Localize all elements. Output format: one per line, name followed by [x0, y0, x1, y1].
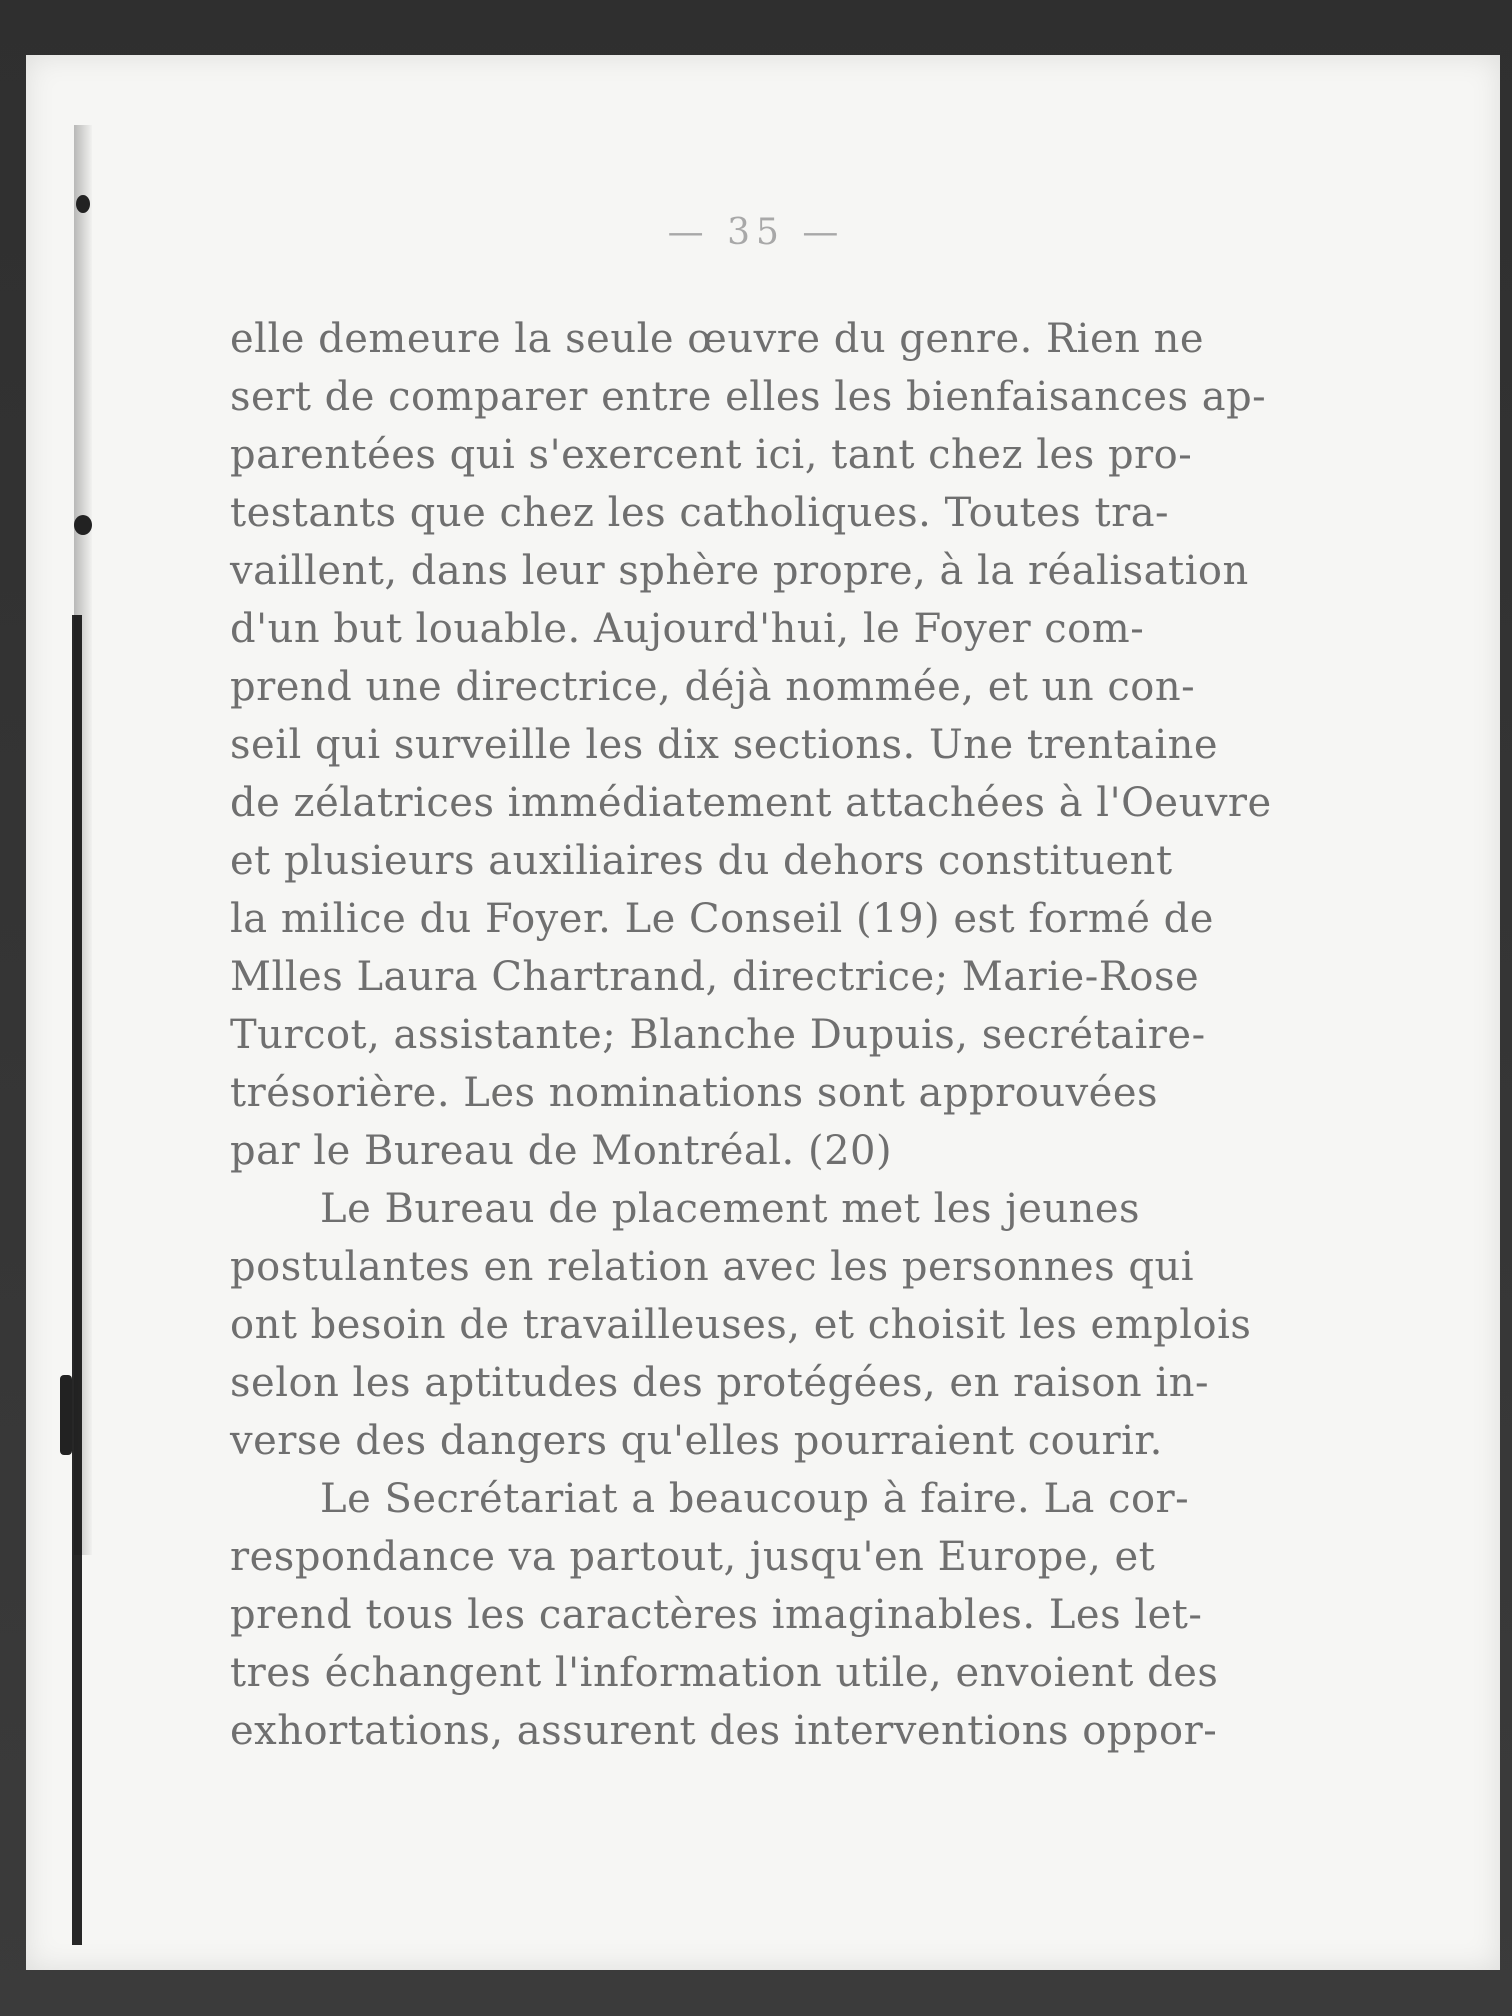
text-line: tres échangent l'information utile, envoient des — [230, 1650, 1219, 1696]
text-line: seil qui surveille les dix sections. Une trentaine — [230, 722, 1219, 768]
text-line: selon les aptitudes des protégées, en raison in- — [230, 1360, 1209, 1406]
text-line: d'un but louable. Aujourd'hui, le Foyer com- — [230, 606, 1145, 652]
page-edge-line — [72, 615, 82, 1945]
text-line: postulantes en relation avec les personnes qui — [230, 1244, 1194, 1290]
text-line: testants que chez les catholiques. Toutes tra- — [230, 490, 1170, 536]
text-line: prend une directrice, déjà nommée, et un con- — [230, 664, 1196, 710]
paragraph-start-line: Le Secrétariat a beaucoup à faire. La cor- — [320, 1476, 1190, 1522]
text-line: et plusieurs auxiliaires du dehors constituent — [230, 838, 1173, 884]
dust-speck — [60, 1375, 72, 1455]
text-line: trésorière. Les nominations sont approuvées — [230, 1070, 1159, 1116]
text-line: Mlles Laura Chartrand, directrice; Marie-Rose — [230, 954, 1200, 1000]
text-line: la milice du Foyer. Le Conseil (19) est formé de — [230, 896, 1214, 942]
text-line: verse des dangers qu'elles pourraient courir. — [230, 1418, 1163, 1464]
text-line: vaillent, dans leur sphère propre, à la réalisation — [230, 548, 1249, 594]
text-line: prend tous les caractères imaginables. Les let- — [230, 1592, 1203, 1638]
body-text — [230, 310, 1272, 1760]
text-line: respondance va partout, jusqu'en Europe, et — [230, 1534, 1156, 1580]
text-line: Turcot, assistante; Blanche Dupuis, secrétaire- — [230, 1012, 1206, 1058]
text-line: sert de comparer entre elles les bienfaisances ap- — [230, 374, 1267, 420]
page-number: — 35 — — [667, 212, 845, 253]
text-line: elle demeure la seule œuvre du genre. Rien ne — [230, 316, 1205, 362]
paragraph-start-line: Le Bureau de placement met les jeunes — [320, 1186, 1141, 1232]
text-line: par le Bureau de Montréal. (20) — [230, 1128, 893, 1174]
text-line: ont besoin de travailleuses, et choisit les emplois — [230, 1302, 1252, 1348]
dust-speck — [76, 195, 90, 213]
dust-speck — [74, 515, 92, 535]
text-line: exhortations, assurent des interventions oppor- — [230, 1708, 1218, 1754]
text-line: parentées qui s'exercent ici, tant chez les pro- — [230, 432, 1193, 478]
text-line: de zélatrices immédiatement attachées à l'Oeuvre — [230, 780, 1272, 826]
